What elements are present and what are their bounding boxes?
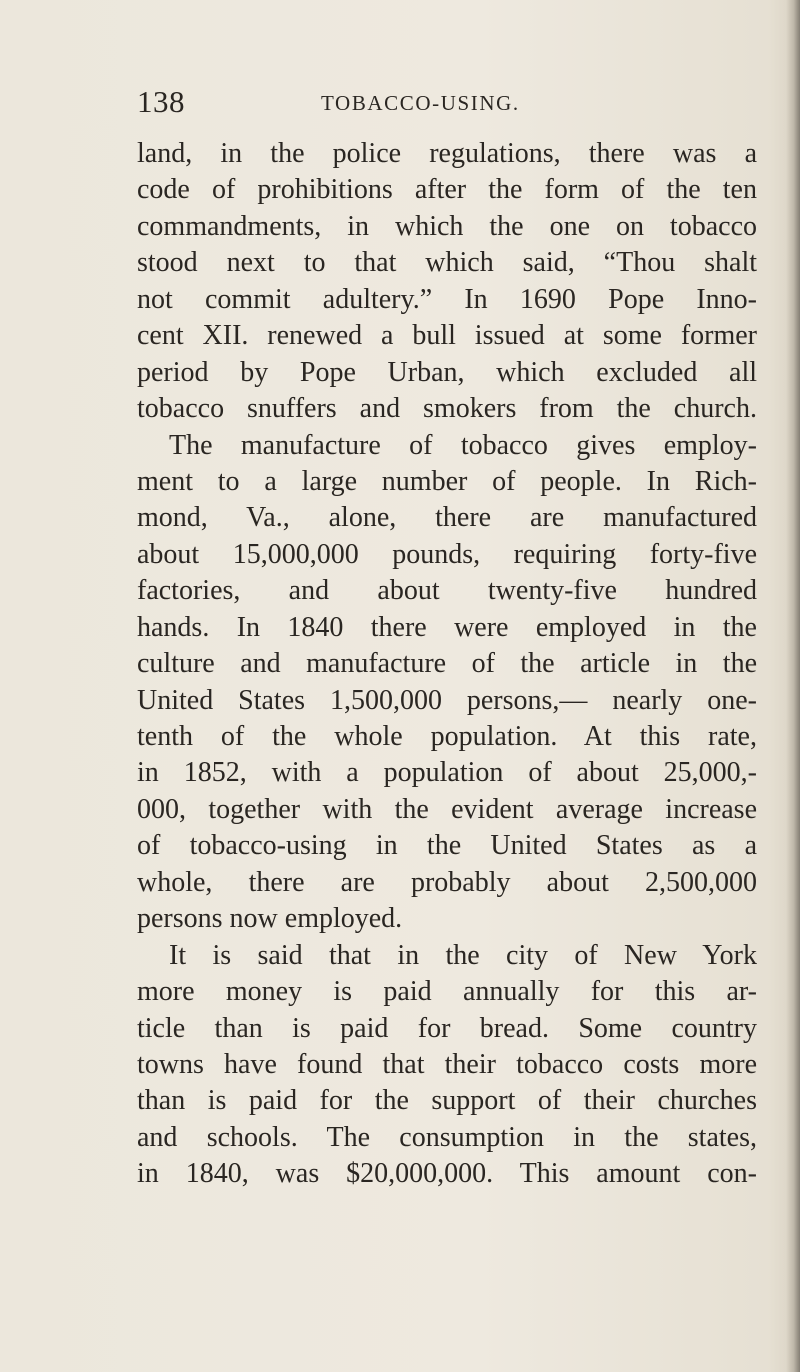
text-line: factories, and about twenty-five hundred: [137, 575, 757, 607]
text-line: code of prohibitions after the form of the ten: [137, 174, 757, 206]
running-head: TOBACCO-USING.: [321, 91, 520, 115]
text-line: of tobacco-using in the United States as a: [137, 830, 757, 862]
text-line: 000, together with the evident average increase: [137, 793, 757, 825]
page-edge-shadow: [786, 0, 800, 1372]
text-line: ment to a large number of people. In Rich-: [137, 465, 757, 497]
text-line: in 1852, with a population of about 25,000,-: [137, 757, 757, 789]
text-line: commandments, in which the one on tobacco: [137, 210, 757, 242]
body-text: [137, 136, 757, 1193]
text-line: towns have found that their tobacco costs more: [137, 1048, 757, 1080]
text-line: ticle than is paid for bread. Some country: [137, 1012, 757, 1044]
text-line: tenth of the whole population. At this rate,: [137, 721, 757, 752]
text-line: hands. In 1840 there were employed in the: [137, 611, 757, 643]
page-header: [137, 84, 737, 124]
text-line: land, in the police regulations, there was a: [137, 138, 757, 169]
text-line: cent XII. renewed a bull issued at some former: [137, 320, 757, 352]
text-line: in 1840, was $20,000,000. This amount con-: [137, 1158, 757, 1190]
text-line: and schools. The consumption in the states,: [137, 1121, 757, 1153]
text-line: mond, Va., alone, there are manufactured: [137, 502, 757, 534]
text-line: persons now employed.: [137, 903, 403, 935]
text-line: more money is paid annually for this ar-: [137, 976, 757, 1008]
text-line: The manufacture of tobacco gives employ-: [169, 429, 757, 461]
text-line: period by Pope Urban, which excluded all: [137, 356, 757, 388]
text-line: culture and manufacture of the article in the: [137, 648, 757, 680]
text-line: whole, there are probably about 2,500,000: [137, 866, 757, 898]
text-line: about 15,000,000 pounds, requiring forty-five: [137, 538, 757, 570]
text-line: than is paid for the support of their churches: [137, 1085, 757, 1117]
text-line: United States 1,500,000 persons,— nearly one-: [137, 684, 757, 716]
text-line: not commit adultery.” In 1690 Pope Inno-: [137, 283, 757, 315]
text-line: tobacco snuffers and smokers from the church.: [137, 393, 757, 425]
text-line: It is said that in the city of New York: [169, 939, 757, 971]
text-line: stood next to that which said, “Thou shalt: [137, 247, 757, 279]
page-number: 138: [137, 84, 185, 119]
